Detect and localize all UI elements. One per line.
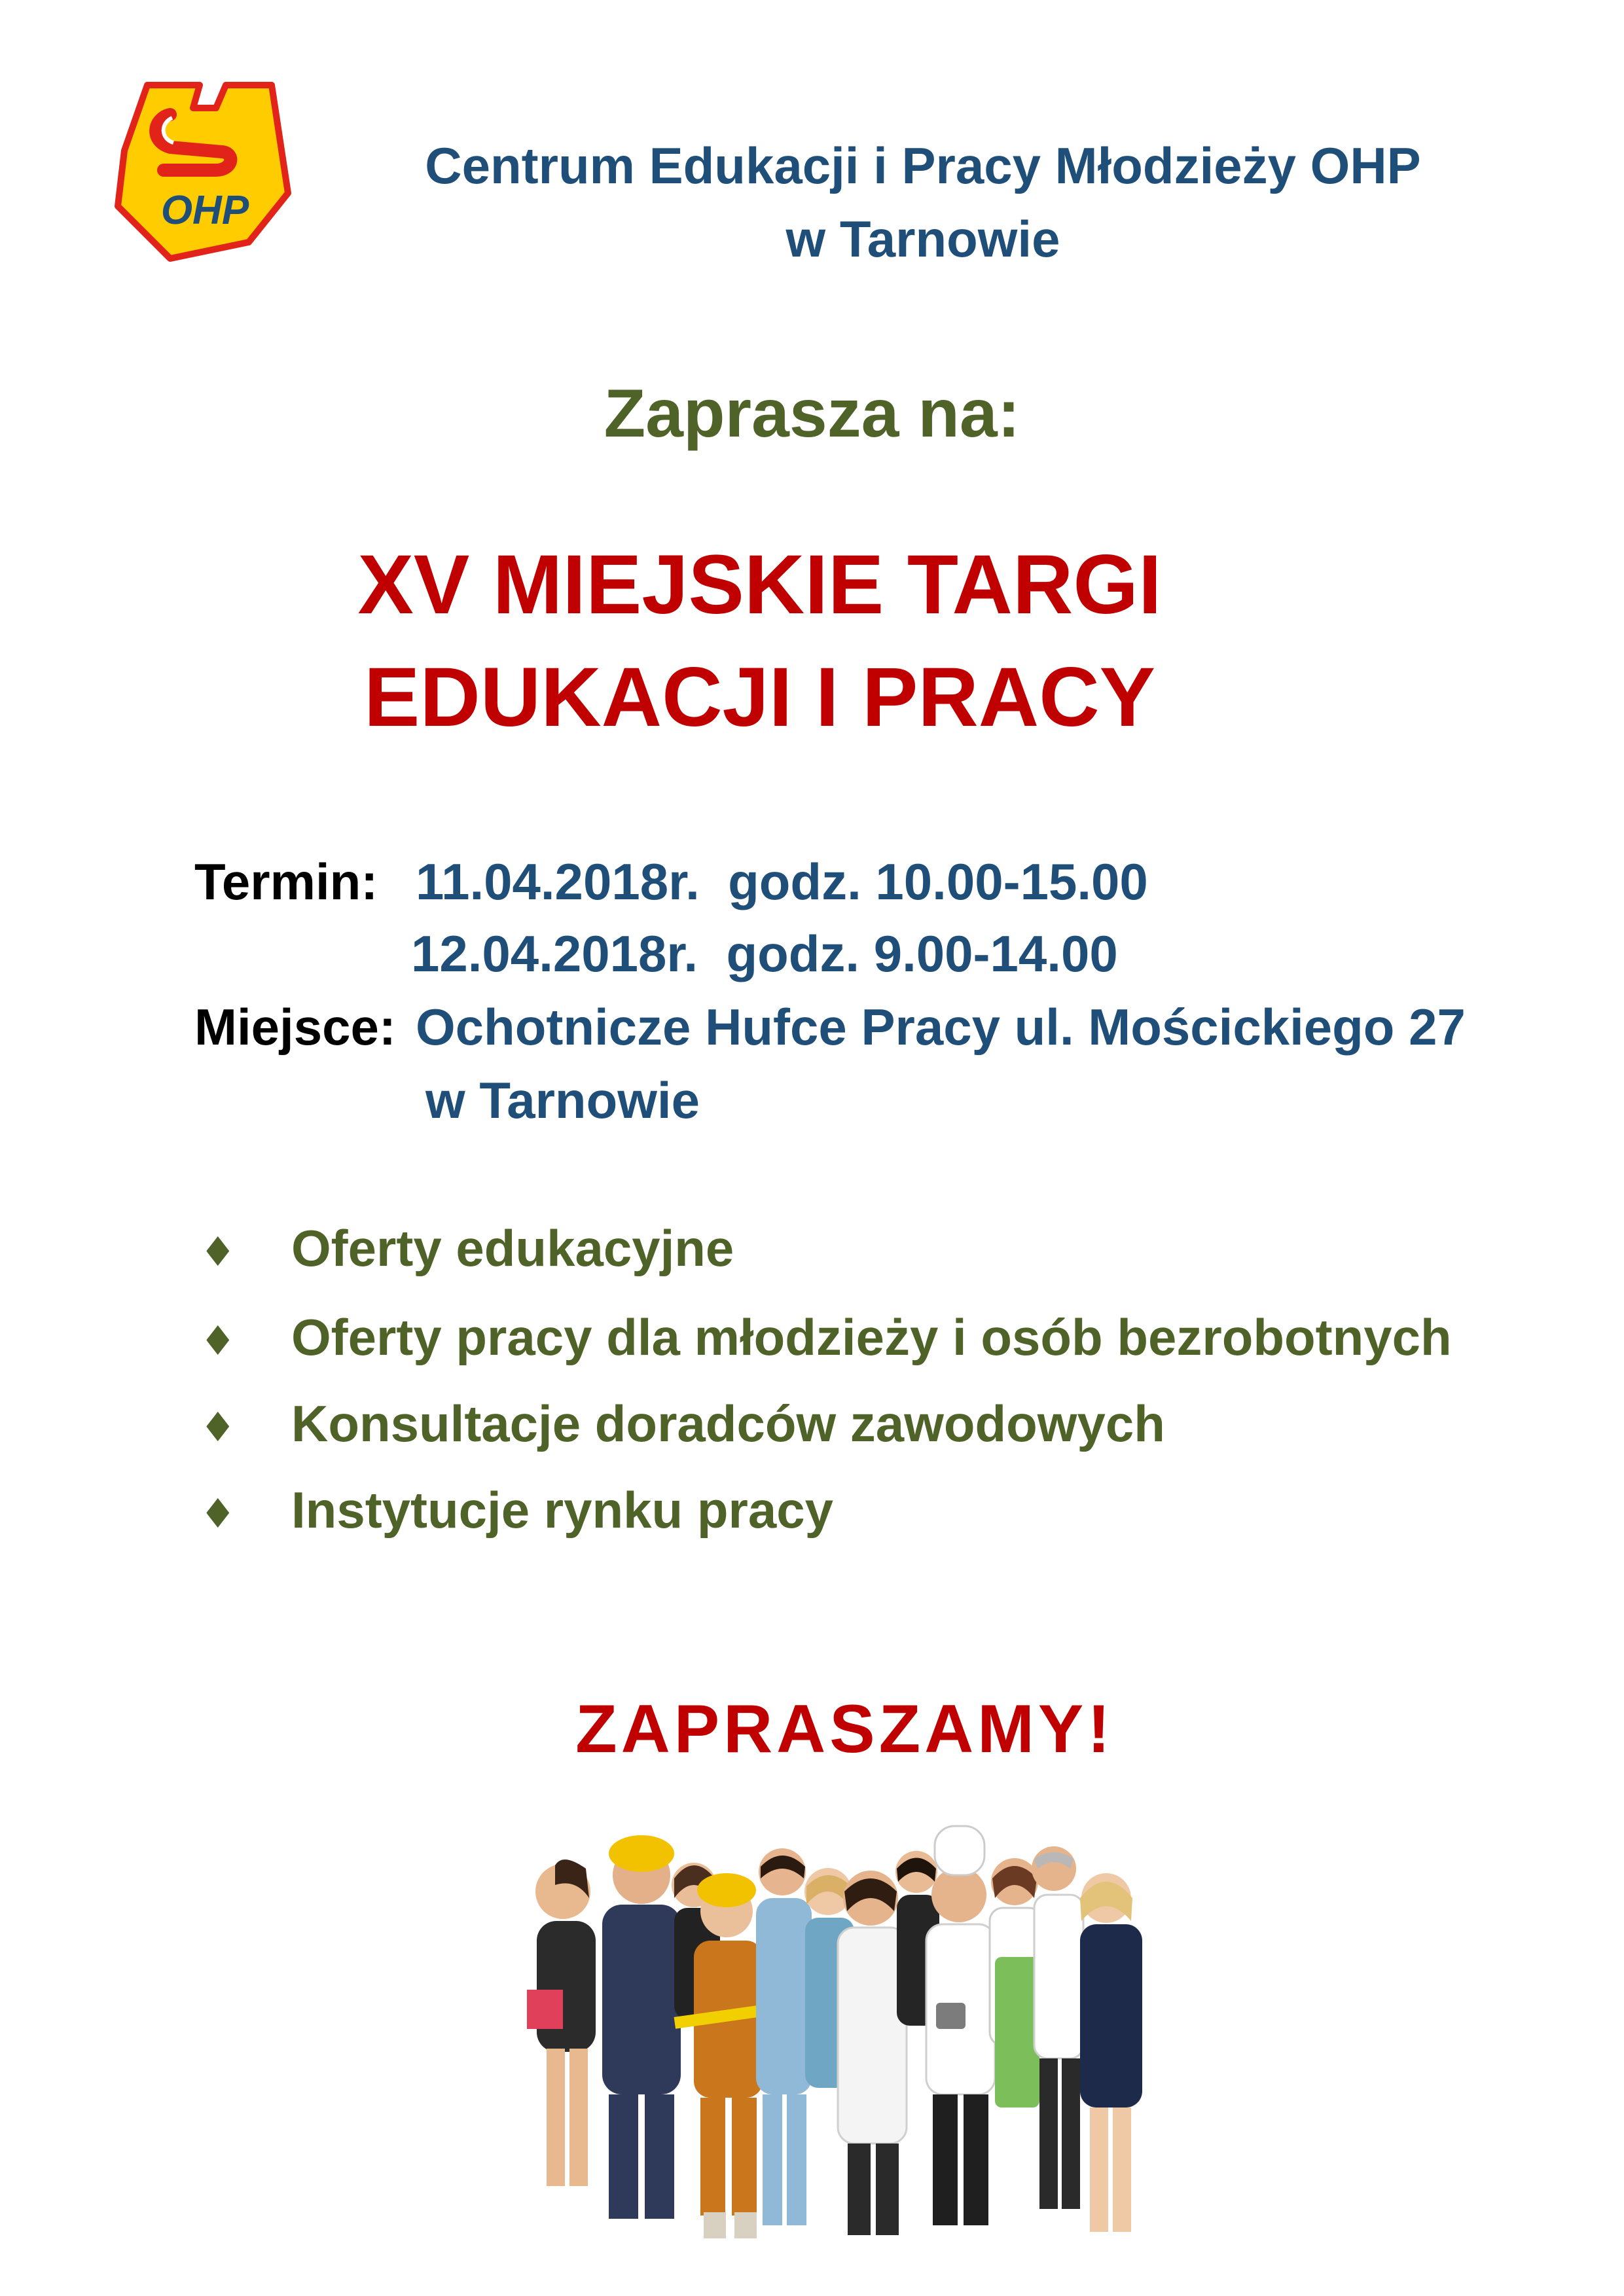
date-value-1: 11.04.2018r. godz. 10.00-15.00 (416, 853, 1148, 910)
organization-name: Centrum Edukacji i Pracy Młodzieży OHP (425, 137, 1421, 194)
event-title-line2: EDUKACJI I PRACY (363, 651, 1156, 744)
invite-heading: Zaprasza na: (604, 376, 1020, 452)
place-value-1: Ochotnicze Hufce Pracy ul. Mościckiego 27 (416, 998, 1466, 1056)
diamond-bullet-icon: ♦ (200, 1490, 236, 1537)
ohp-logo-icon (108, 79, 295, 265)
list-item-text: Oferty edukacyjne (291, 1219, 734, 1277)
event-title-line1: XV MIEJSKIE TARGI (357, 538, 1162, 632)
person-figure (602, 1835, 681, 2219)
place-value-2: w Tarnowie (425, 1071, 700, 1129)
person-figure (1032, 1846, 1083, 2209)
diamond-bullet-icon: ♦ (200, 1403, 236, 1451)
ohp-logo (108, 79, 295, 265)
diamond-bullet-icon: ♦ (200, 1317, 236, 1365)
workers-group-photo (478, 1806, 1237, 2265)
person-figure (926, 1826, 995, 2225)
closing-invitation: ZAPRASZAMY! (575, 1691, 1114, 1767)
place-label: Miejsce: (194, 998, 396, 1056)
list-item-text: Oferty pracy dla młodzieży i osób bezrobotnych (291, 1308, 1452, 1366)
person-figure (1080, 1873, 1142, 2232)
diamond-bullet-icon: ♦ (200, 1228, 236, 1276)
person-figure (756, 1848, 812, 2225)
person-figure (527, 1859, 596, 2186)
date-value-2: 12.04.2018r. godz. 9.00-14.00 (411, 925, 1118, 982)
date-label: Termin: (194, 853, 378, 910)
logo-text: OHP (160, 188, 249, 233)
list-item-text: Instytucje rynku pracy (291, 1481, 833, 1539)
organization-city: w Tarnowie (785, 210, 1060, 268)
list-item-text: Konsultacje doradców zawodowych (291, 1395, 1165, 1452)
